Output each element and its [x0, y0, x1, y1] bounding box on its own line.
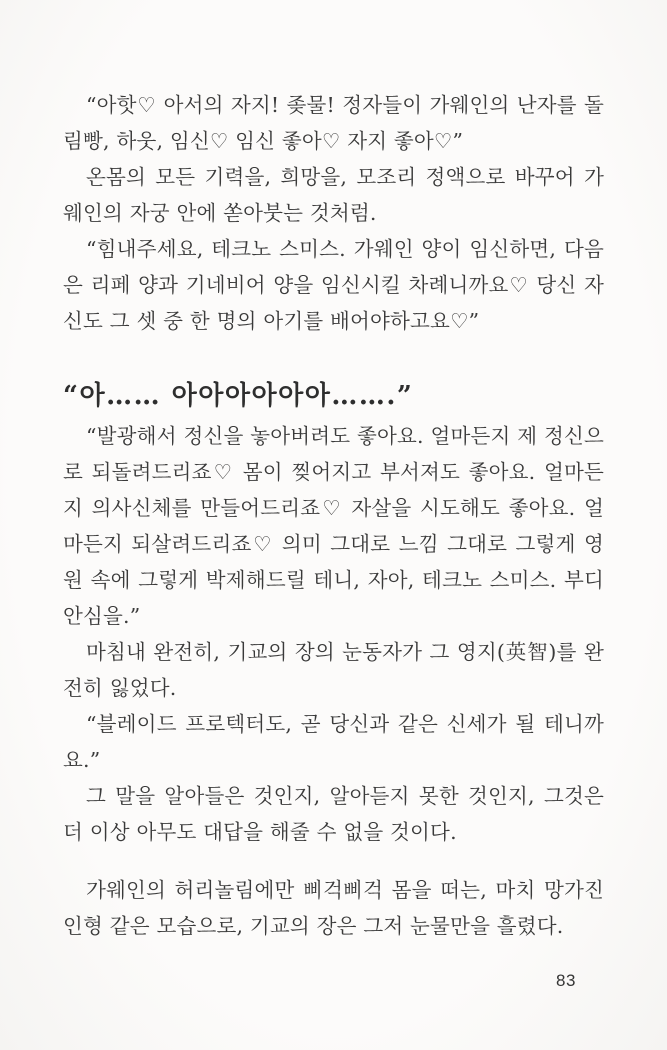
- text-line: 전히 잃었다.: [63, 676, 177, 700]
- text-line: 마침내 완전히, 기교의 장의 눈동자가 그 영지(英智)를 완: [86, 640, 604, 664]
- text-line: “아핫♡ 아서의 자지! 좆물! 정자들이 가웨인의 난자를 돌: [86, 93, 604, 117]
- text-line: 원 속에 그렇게 박제해드릴 테니, 자아, 테크노 스미스. 부디: [63, 568, 604, 592]
- text-line: 인형 같은 모습으로, 기교의 장은 그저 눈물만을 흘렸다.: [63, 914, 564, 938]
- text-line: “발광해서 정신을 놓아버려도 좋아요. 얼마든지 제 정신으: [86, 424, 604, 448]
- text-line: 지 의사신체를 만들어드리죠♡ 자살을 시도해도 좋아요. 얼: [63, 496, 604, 520]
- text-block: [63, 87, 604, 944]
- section-heading: “아…… 아아아아아아…….”: [63, 381, 414, 411]
- text-line: 가웨인의 허리놀림에만 삐걱삐걱 몸을 떠는, 마치 망가진: [86, 878, 604, 902]
- text-line: 더 이상 아무도 대답을 해줄 수 없을 것이다.: [63, 820, 457, 844]
- text-line: “블레이드 프로텍터도, 곧 당신과 같은 신세가 될 테니까: [86, 712, 604, 736]
- page-number: 83: [556, 971, 576, 990]
- text-line: 그 말을 알아들은 것인지, 알아듣지 못한 것인지, 그것은: [86, 784, 604, 808]
- text-line: 마든지 되살려드리죠♡ 의미 그대로 느낌 그대로 그렇게 영: [63, 532, 604, 556]
- text-line: 온몸의 모든 기력을, 희망을, 모조리 정액으로 바꾸어 가: [86, 165, 604, 189]
- text-line: “힘내주세요, 테크노 스미스. 가웨인 양이 임신하면, 다음: [86, 237, 604, 261]
- text-line: 은 리페 양과 기네비어 양을 임신시킬 차례니까요♡ 당신 자: [63, 273, 604, 297]
- text-line: 안심을.”: [63, 604, 141, 628]
- text-line: 신도 그 셋 중 한 명의 아기를 배어야하고요♡”: [63, 309, 480, 333]
- text-line: 림빵, 하웃, 임신♡ 임신 좋아♡ 자지 좋아♡”: [63, 129, 464, 153]
- text-line: 요.”: [63, 748, 101, 772]
- text-line: 로 되돌려드리죠♡ 몸이 찢어지고 부서져도 좋아요. 얼마든: [63, 460, 604, 484]
- text-line: 웨인의 자궁 안에 쏟아붓는 것처럼.: [63, 201, 377, 225]
